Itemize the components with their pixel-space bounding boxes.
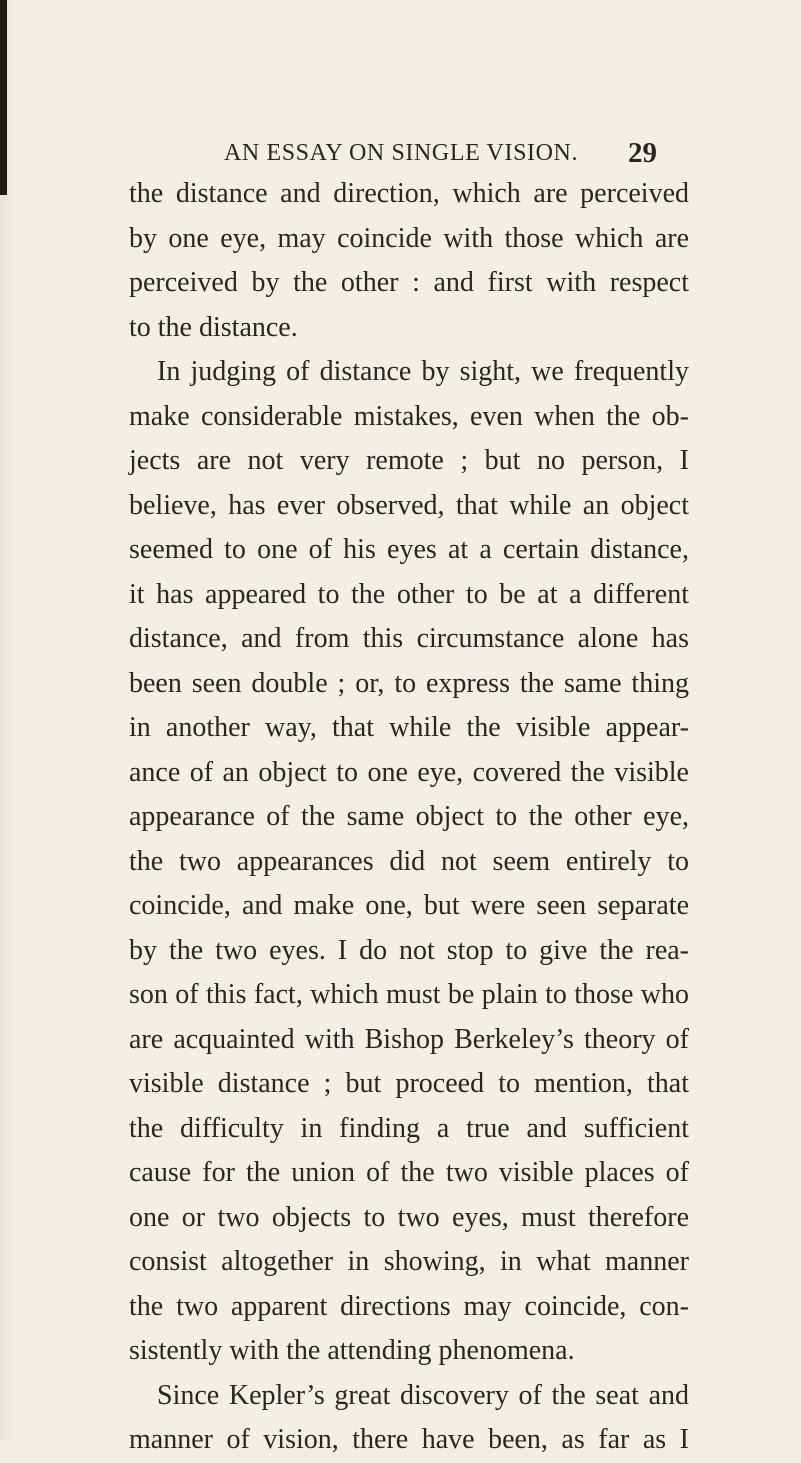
body-text (129, 172, 689, 1463)
text-line: are acquainted with Bishop Berkeley’s theory of (129, 1023, 689, 1055)
text-line: the two appearances did not seem entirely to (129, 845, 689, 877)
text-line: by one eye, may coincide with those which are (129, 222, 689, 254)
text-line: In judging of distance by sight, we frequently (157, 356, 689, 387)
text-line: manner of vision, there have been, as far as I (129, 1424, 689, 1455)
text-line: to the distance. (129, 311, 298, 343)
text-line: by the two eyes. I do not stop to give the rea- (129, 934, 689, 966)
text-line: jects are not very remote ; but no person, I (129, 445, 689, 476)
text-line: Since Kepler’s great discovery of the seat and (157, 1379, 689, 1411)
text-line: been seen double ; or, to express the same thing (129, 667, 689, 699)
text-line: the distance and direction, which are perceived (129, 178, 689, 209)
text-line: visible distance ; but proceed to mention, that (129, 1068, 689, 1099)
text-line: distance, and from this circumstance alone has (129, 623, 689, 654)
text-line: seemed to one of his eyes at a certain distance, (129, 534, 689, 565)
text-line: make considerable mistakes, even when the ob- (129, 400, 689, 432)
text-line: it has appeared to the other to be at a different (129, 578, 689, 610)
text-line: sistently with the attending phenomena. (129, 1335, 575, 1366)
text-line: one or two objects to two eyes, must therefore (129, 1201, 689, 1233)
text-line: believe, has ever observed, that while an object (129, 489, 689, 521)
text-line: perceived by the other : and first with respect (129, 267, 689, 298)
text-line: cause for the union of the two visible places of (129, 1157, 689, 1188)
text-line: coincide, and make one, but were seen separate (129, 890, 689, 921)
text-line: in another way, that while the visible appear- (129, 712, 689, 743)
running-title: AN ESSAY ON SINGLE VISION. (224, 140, 579, 166)
text-line: consist altogether in showing, in what manner (129, 1246, 689, 1277)
text-line: the two apparent directions may coincide, con- (129, 1290, 689, 1322)
text-line: son of this fact, which must be plain to those who (129, 979, 689, 1010)
page-number: 29 (628, 137, 657, 169)
text-line: appearance of the same object to the other eye, (129, 801, 689, 832)
text-line: ance of an object to one eye, covered the visible (129, 756, 689, 788)
text-line: the difficulty in finding a true and sufficient (129, 1112, 689, 1144)
